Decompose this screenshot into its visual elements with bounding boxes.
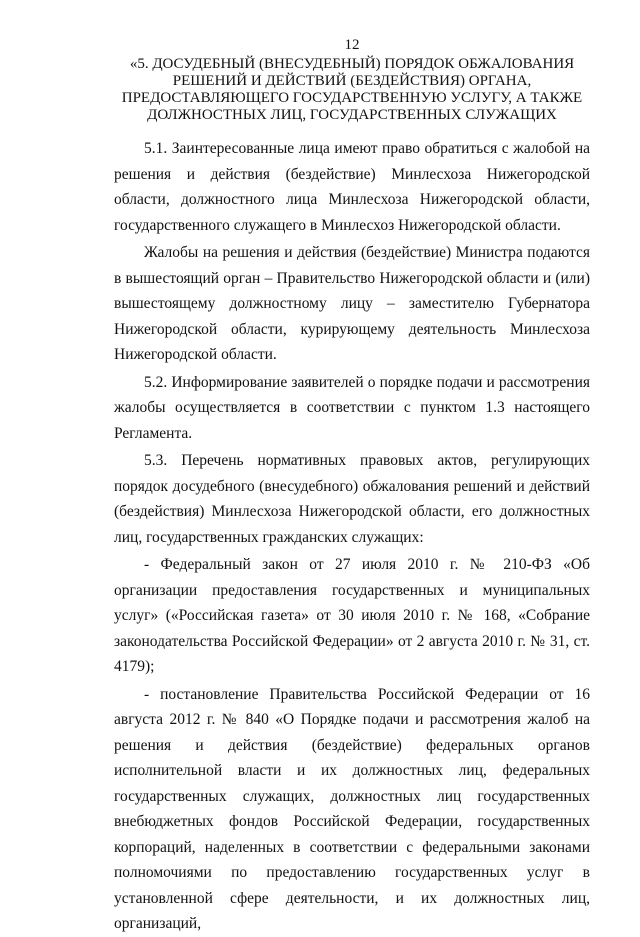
list-item-government-decree: - постановление Правительства Российской Федерации от 16 августа 2012 г. № 840 «О Порядке подачи и рассмотрения жалоб на решения и действия (бездействие) федеральных органов исполнительной власти и их должностных лиц, федеральных государственных служащих, должностных лиц государственных внебюджетных фондов Российской Федерации, государственных корпораций, наделенных в соответствии с федеральными законами полномочиями по предоставлению государственных услуг в установленной сфере деятельности, и их должностных лиц, организаций, [114,685,590,932]
heading-line: «5. ДОСУДЕБНЫЙ (ВНЕСУДЕБНЫЙ) ПОРЯДОК ОБЖАЛОВАНИЯ [129,56,575,72]
paragraph-5-2: 5.2. Информирование заявителей о порядке подачи и рассмотрения жалобы осуществляется в соответствии с пунктом 1.3 настоящего Регламента. [114,373,590,442]
page-number: 12 [344,37,360,53]
heading-line: ПРЕДОСТАВЛЯЮЩЕГО ГОСУДАРСТВЕННУЮ УСЛУГУ, А ТАКЖЕ [121,90,583,106]
heading-line: ДОЛЖНОСТНЫХ ЛИЦ, ГОСУДАРСТВЕННЫХ СЛУЖАЩИХ [147,107,557,123]
section-heading [114,56,590,124]
paragraph-5-1: 5.1. Заинтересованные лица имеют право обратиться с жалобой на решения и действия (бездействие) Минлесхоза Нижегородской области, должностного лица Минлесхоза Нижегородской области, государственного служащего в Минлесхоз Нижегородской области. [114,140,590,234]
paragraph-complaints-minister: Жалобы на решения и действия (бездействие) Министра подаются в вышестоящий орган – Правительство Нижегородской области и (или) вышестоящему должностному лицу – заместителю Губернатора Нижегородской области, курирующему деятельность Минлесхоза Нижегородской области. [114,244,590,363]
list-item-federal-law: - Федеральный закон от 27 июля 2010 г. № 210-ФЗ «Об организации предоставления государственных и муниципальных услуг» («Российская газета» от 30 июля 2010 г. № 168, «Собрание законодательства Российской Федерации» от 2 августа 2010 г. № 31, ст. 4179); [114,556,590,675]
paragraph-5-3: 5.3. Перечень нормативных правовых актов, регулирующих порядок досудебного (внесудебного) обжалования решений и действий (бездействия) Минлесхоза Нижегородской области, его должностных лиц, государственных гражданских служащих: [114,452,590,546]
heading-line: РЕШЕНИЙ И ДЕЙСТВИЙ (БЕЗДЕЙСТВИЯ) ОРГАНА, [172,73,532,89]
